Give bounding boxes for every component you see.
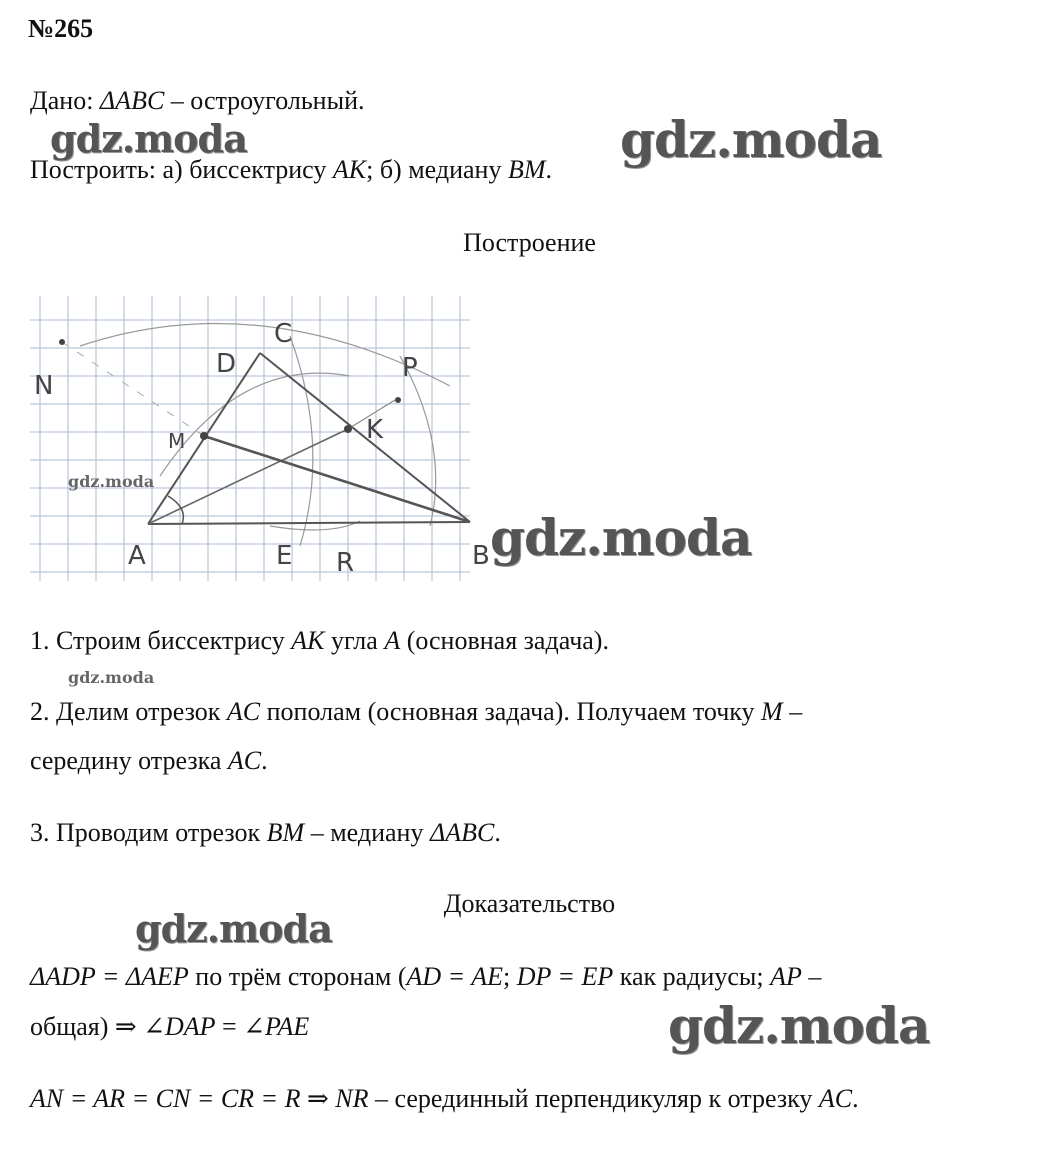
step-2-continued: середину отрезка AC.: [30, 746, 268, 775]
watermark: gdz.moda: [668, 996, 930, 1055]
step-2: 2. Делим отрезок AC пополам (основная задача). Получаем точку M –: [30, 697, 803, 726]
label-k: K: [366, 415, 384, 445]
step-3: 3. Проводим отрезок BM – медиану ΔABC.: [30, 818, 501, 847]
watermark: gdz.moda: [490, 508, 752, 567]
label-r: R: [336, 548, 355, 578]
construction-heading: Построение: [463, 228, 596, 257]
label-d: D: [216, 349, 237, 379]
perpendicular-nr: [62, 342, 204, 436]
label-c: C: [274, 319, 293, 349]
watermark: gdz.moda: [68, 668, 155, 687]
label-a: A: [128, 541, 146, 571]
problem-number: №265: [28, 14, 94, 43]
grid: [30, 296, 470, 581]
given-line: Дано: ΔABC – остроугольный.: [30, 86, 365, 115]
construct-line: Построить: а) биссектрису AK; б) медиану BM.: [30, 155, 552, 184]
proof-heading: Доказательство: [443, 889, 616, 918]
label-m: M: [168, 429, 186, 453]
figure-labels: [34, 319, 490, 578]
proof-line-3: AN = AR = CN = CR = R ⇒ NR – серединный перпендикуляр к отрезку AC.: [30, 1084, 859, 1113]
triangle-abc: [148, 353, 470, 524]
construction-figure: [30, 296, 500, 586]
step-1: 1. Строим биссектрису AK угла A (основная задача).: [30, 626, 609, 655]
watermark: gdz.moda: [50, 116, 247, 161]
watermark: gdz.moda: [68, 472, 155, 491]
label-n: N: [34, 371, 54, 401]
proof-line-2: общая) ⇒ ∠DAP = ∠PAE: [30, 1012, 310, 1041]
label-b: B: [472, 541, 490, 571]
watermark: gdz.moda: [135, 906, 332, 951]
watermark: gdz.moda: [620, 110, 882, 169]
label-p: P: [402, 353, 418, 383]
proof-line-1: ΔADP = ΔAEP по трём сторонам (AD = AE; DP = EP как радиусы; AP –: [30, 962, 822, 991]
label-e: E: [276, 541, 293, 571]
